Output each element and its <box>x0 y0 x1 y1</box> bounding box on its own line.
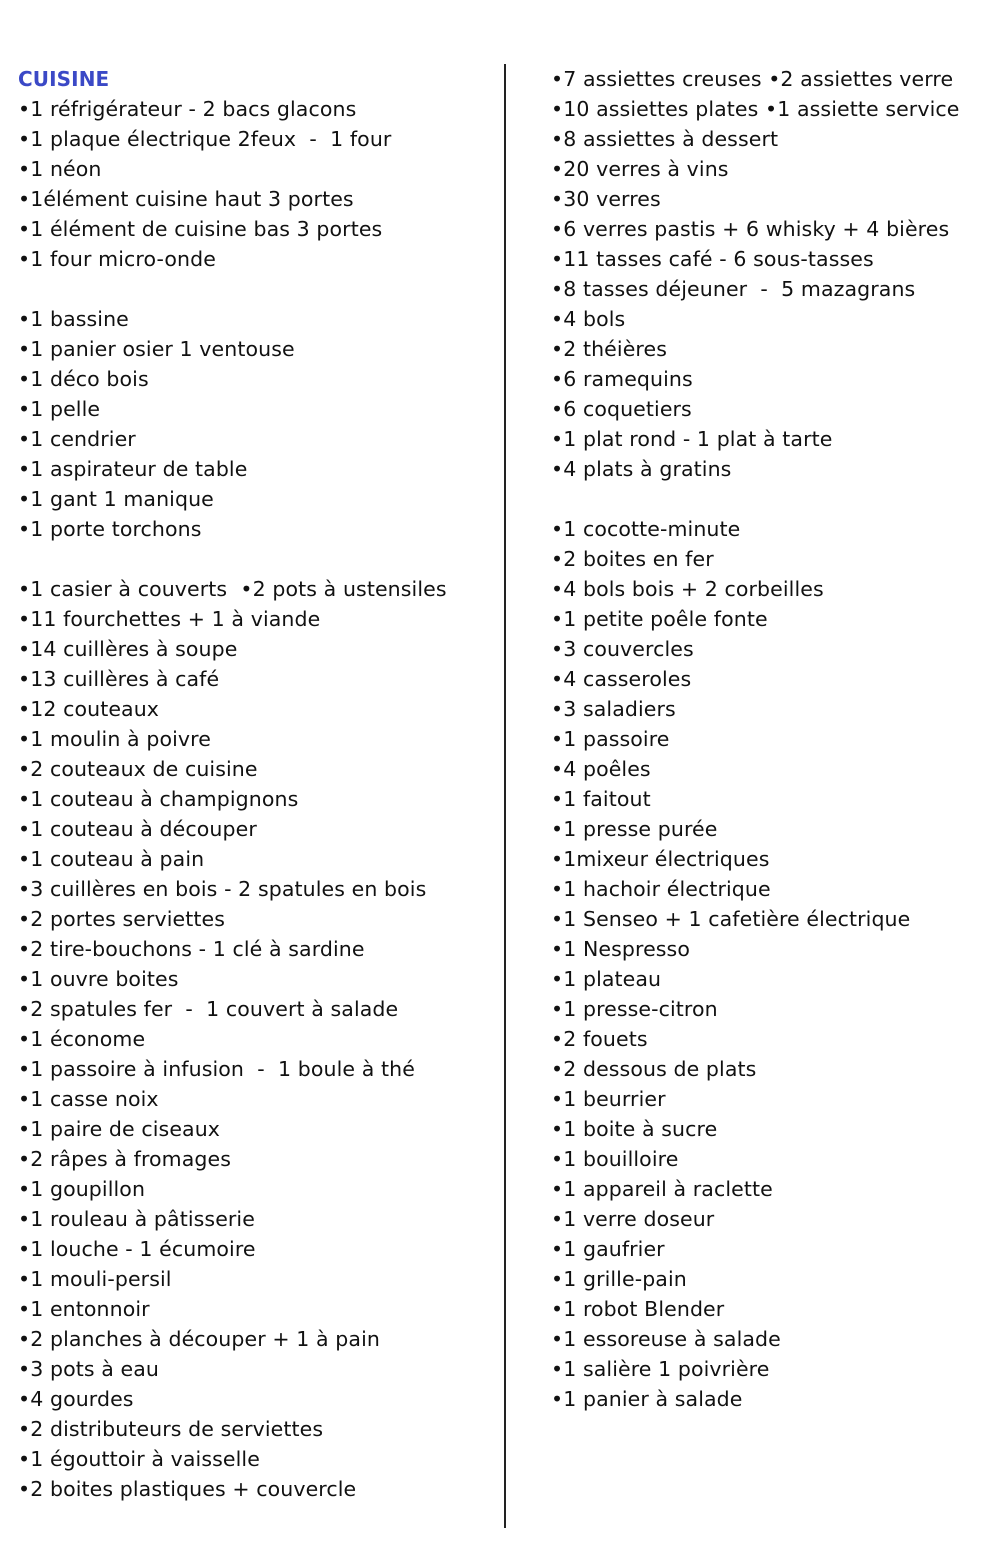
list-item: •1 égouttoir à vaisselle <box>18 1447 260 1471</box>
list-item: •2 boites plastiques + couvercle <box>18 1477 357 1501</box>
list-item: •2 râpes à fromages <box>18 1147 232 1171</box>
list-item: •13 cuillères à café <box>18 667 220 691</box>
list-item: •2 planches à découper + 1 à pain <box>18 1327 380 1351</box>
blank-line <box>18 274 498 304</box>
list-item: •1 presse-citron <box>551 997 718 1021</box>
list-item: •3 saladiers <box>551 697 676 721</box>
list-item: •1 passoire à infusion - 1 boule à thé <box>18 1057 415 1081</box>
list-item: •1 faitout <box>551 787 651 811</box>
list-item: •6 coquetiers <box>551 397 692 421</box>
list-item: •1 aspirateur de table <box>18 457 248 481</box>
list-item: •1 panier osier 1 ventouse <box>18 337 295 361</box>
list-item: •1 économe <box>18 1027 146 1051</box>
list-item: •1 plateau <box>551 967 662 991</box>
list-item: •1 louche - 1 écumoire <box>18 1237 256 1261</box>
list-item: •3 pots à eau <box>18 1357 159 1381</box>
list-item: •1 mouli-persil <box>18 1267 172 1291</box>
list-item: •1 passoire <box>551 727 670 751</box>
list-item: •1 moulin à poivre <box>18 727 211 751</box>
list-item: •1 réfrigérateur - 2 bacs glacons <box>18 97 357 121</box>
list-item: •2 portes serviettes <box>18 907 226 931</box>
list-item: •14 cuillères à soupe <box>18 637 238 661</box>
list-item: •1 paire de ciseaux <box>18 1117 221 1141</box>
list-item: •1 bassine <box>18 307 129 331</box>
list-item: •1 goupillon <box>18 1177 146 1201</box>
list-item: •1 bouilloire <box>551 1147 679 1171</box>
list-item: •1 gaufrier <box>551 1237 665 1261</box>
list-item: •2 distributeurs de serviettes <box>18 1417 324 1441</box>
list-item: •4 bols <box>551 307 626 331</box>
list-item: •4 gourdes <box>18 1387 134 1411</box>
list-item: •3 cuillères en bois - 2 spatules en bois <box>18 877 427 901</box>
left-column <box>18 64 498 1504</box>
list-item: •1 grille-pain <box>551 1267 687 1291</box>
list-item: •10 assiettes plates •1 assiette service <box>551 97 960 121</box>
list-item: •1 Nespresso <box>551 937 690 961</box>
list-item: •4 plats à gratins <box>551 457 732 481</box>
list-item: •6 verres pastis + 6 whisky + 4 bières <box>551 217 950 241</box>
list-item: •11 tasses café - 6 sous-tasses <box>551 247 874 271</box>
list-item: •1 porte torchons <box>18 517 202 541</box>
list-item: •1 essoreuse à salade <box>551 1327 781 1351</box>
list-item: •1 plat rond - 1 plat à tarte <box>551 427 833 451</box>
list-item: •1 casier à couverts •2 pots à ustensiles <box>18 577 447 601</box>
list-item: •4 poêles <box>551 757 651 781</box>
list-item: •11 fourchettes + 1 à viande <box>18 607 321 631</box>
list-item: •1 entonnoir <box>18 1297 150 1321</box>
list-item: •1 Senseo + 1 cafetière électrique <box>551 907 911 931</box>
list-item: •1 pelle <box>18 397 101 421</box>
list-item: •1 hachoir électrique <box>551 877 771 901</box>
list-item: •1 presse purée <box>551 817 718 841</box>
list-item: •1 boite à sucre <box>551 1117 718 1141</box>
list-item: •1 four micro-onde <box>18 247 216 271</box>
list-item: •1 cocotte-minute <box>551 517 741 541</box>
list-item: •20 verres à vins <box>551 157 729 181</box>
list-item: •4 bols bois + 2 corbeilles <box>551 577 824 601</box>
list-item: •30 verres <box>551 187 661 211</box>
list-item: •6 ramequins <box>551 367 693 391</box>
blank-line <box>18 544 498 574</box>
list-item: •1 rouleau à pâtisserie <box>18 1207 255 1231</box>
list-item: •1 cendrier <box>18 427 136 451</box>
list-item: •2 couteaux de cuisine <box>18 757 258 781</box>
list-item: •2 spatules fer - 1 couvert à salade <box>18 997 399 1021</box>
list-item: •1 néon <box>18 157 102 181</box>
list-item: •2 dessous de plats <box>551 1057 757 1081</box>
list-item: •1 couteau à champignons <box>18 787 299 811</box>
list-item: •1 plaque électrique 2feux - 1 four <box>18 127 392 151</box>
list-item: •8 tasses déjeuner - 5 mazagrans <box>551 277 916 301</box>
list-item: •1 gant 1 manique <box>18 487 214 511</box>
list-item: •1 couteau à découper <box>18 817 257 841</box>
list-item: •1 élément de cuisine bas 3 portes <box>18 217 383 241</box>
list-item: •1 beurrier <box>551 1087 666 1111</box>
list-item: •4 casseroles <box>551 667 692 691</box>
list-item: •1 salière 1 poivrière <box>551 1357 770 1381</box>
list-item: •2 fouets <box>551 1027 648 1051</box>
list-item: •1mixeur électriques <box>551 847 770 871</box>
list-item: •1 ouvre boites <box>18 967 179 991</box>
list-item: •2 tire-bouchons - 1 clé à sardine <box>18 937 365 961</box>
list-item: •1 robot Blender <box>551 1297 725 1321</box>
list-item: •8 assiettes à dessert <box>551 127 779 151</box>
right-column <box>551 64 991 1414</box>
list-item: •1 petite poêle fonte <box>551 607 768 631</box>
list-item: •3 couvercles <box>551 637 694 661</box>
list-item: •12 couteaux <box>18 697 160 721</box>
list-item: •2 théières <box>551 337 667 361</box>
blank-line <box>551 484 991 514</box>
column-divider <box>504 64 506 1528</box>
list-item: •1élément cuisine haut 3 portes <box>18 187 354 211</box>
list-item: •1 appareil à raclette <box>551 1177 773 1201</box>
list-item: •7 assiettes creuses •2 assiettes verre <box>551 67 954 91</box>
list-item: •1 verre doseur <box>551 1207 715 1231</box>
list-item: •1 couteau à pain <box>18 847 205 871</box>
list-item: •1 casse noix <box>18 1087 159 1111</box>
list-item: •2 boites en fer <box>551 547 714 571</box>
list-item: •1 déco bois <box>18 367 149 391</box>
list-item: •1 panier à salade <box>551 1387 743 1411</box>
section-heading: CUISINE <box>18 67 110 91</box>
